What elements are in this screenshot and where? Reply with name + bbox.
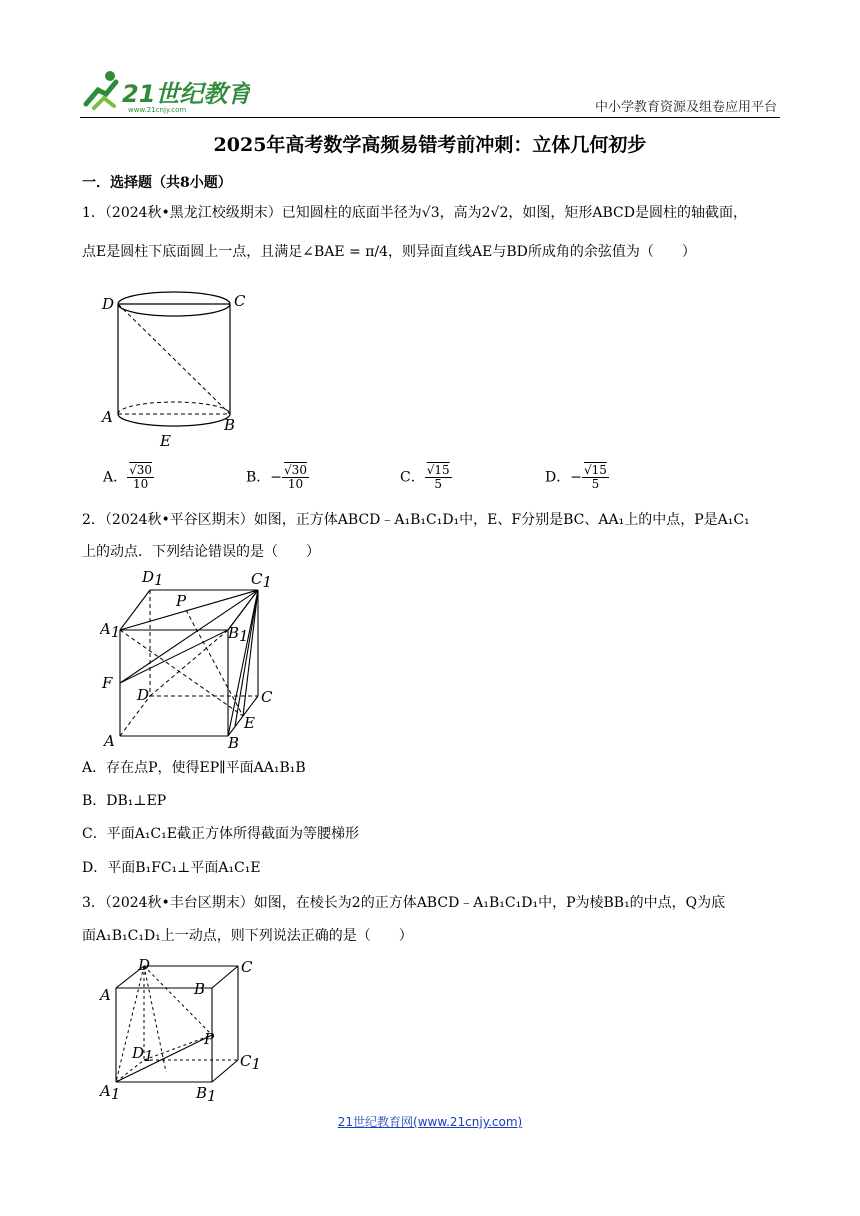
label-D: D bbox=[102, 295, 115, 313]
label-D1: D1 bbox=[132, 1044, 154, 1065]
q2-line1: 2．（2024秋•平谷区期末）如图，正方体ABCD﹣A₁B₁C₁D₁中，E、F分别是BC、AA₁上的中点，P是A₁C₁ bbox=[82, 512, 750, 528]
label-D1: D1 bbox=[142, 568, 164, 589]
q3-line2: 面A₁B₁C₁D₁上一动点，则下列说法正确的是（ ） bbox=[82, 928, 413, 944]
label-B: B bbox=[224, 416, 236, 434]
q1-line2: 点E是圆柱下底面圆上一点，且满足∠BAE = π/4，则异面直线AE与BD所成角的余弦值为（ ） bbox=[82, 244, 696, 260]
q2-option-b[interactable]: B．DB₁⊥EP bbox=[82, 793, 167, 809]
label-B: B bbox=[194, 980, 206, 998]
q1-option-d[interactable] bbox=[545, 464, 609, 491]
option-label: B．− bbox=[246, 469, 283, 486]
frac-num: √30 bbox=[284, 463, 307, 477]
label-E: E bbox=[244, 714, 255, 732]
label-C: C bbox=[234, 292, 246, 310]
label-E: E bbox=[160, 432, 171, 450]
label-B1: B1 bbox=[196, 1084, 217, 1102]
label-A: A bbox=[102, 408, 113, 426]
platform-name: 中小学教育资源及组卷应用平台 bbox=[594, 100, 777, 115]
site-logo bbox=[80, 68, 250, 114]
logo-text: 21世纪教育 bbox=[122, 80, 250, 108]
label-B: B bbox=[228, 734, 240, 752]
option-label: D．− bbox=[545, 469, 582, 486]
frac-den: 10 bbox=[132, 477, 149, 491]
frac-num: √30 bbox=[129, 463, 153, 477]
q1-option-b[interactable] bbox=[246, 464, 309, 491]
label-C1: C1 bbox=[251, 570, 273, 591]
label-P: P bbox=[204, 1030, 215, 1048]
label-C1: C1 bbox=[240, 1052, 262, 1073]
frac-den: 5 bbox=[591, 477, 600, 491]
label-P: P bbox=[176, 592, 187, 610]
label-A1: A1 bbox=[100, 620, 121, 641]
section-heading: 一．选择题（共8小题） bbox=[82, 175, 232, 191]
q2-line2: 上的动点．下列结论错误的是（ ） bbox=[82, 544, 320, 560]
footer-link[interactable]: 21世纪教育网(www.21cnjy.com) bbox=[337, 1115, 523, 1129]
q2-option-c[interactable]: C．平面A₁C₁E截正方体所得截面为等腰梯形 bbox=[82, 826, 359, 842]
label-D: D bbox=[137, 686, 150, 704]
figure-cylinder bbox=[100, 284, 260, 452]
q2-option-d[interactable]: D．平面B₁FC₁⊥平面A₁C₁E bbox=[82, 860, 261, 876]
option-label: A． bbox=[103, 469, 128, 486]
q2-option-a[interactable]: A．存在点P，使得EP∥平面AA₁B₁B bbox=[82, 760, 306, 776]
figure-cube-q3 bbox=[98, 956, 266, 1102]
label-A1: A1 bbox=[100, 1082, 121, 1102]
q3-line1: 3．（2024秋•丰台区期末）如图，在棱长为2的正方体ABCD﹣A₁B₁C₁D₁中，P为棱BB₁的中点，Q为底 bbox=[82, 895, 726, 911]
header-divider bbox=[80, 117, 780, 118]
logo-subtext: www.21cnjy.com bbox=[128, 106, 187, 114]
label-D: D bbox=[138, 956, 151, 974]
label-A: A bbox=[104, 732, 115, 750]
q1-line1: 1．（2024秋•黑龙江校级期末）已知圆柱的底面半径为√3，高为2√2，如图，矩形ABCD是圆柱的轴截面， bbox=[82, 205, 747, 221]
frac-den: 10 bbox=[287, 477, 304, 491]
frac-den: 5 bbox=[434, 477, 442, 491]
label-C: C bbox=[261, 688, 273, 706]
label-A: A bbox=[100, 986, 111, 1004]
page-title: 2025年高考数学高频易错考前冲刺：立体几何初步 bbox=[213, 134, 647, 156]
figure-cube-q2 bbox=[100, 568, 280, 754]
label-F: F bbox=[102, 674, 113, 692]
label-C: C bbox=[241, 958, 253, 976]
label-B1: B1 bbox=[228, 624, 249, 645]
q1-option-c[interactable] bbox=[400, 464, 452, 491]
frac-num: √15 bbox=[583, 463, 607, 477]
q1-option-a[interactable] bbox=[103, 464, 154, 491]
frac-num: √15 bbox=[426, 463, 450, 477]
option-label: C． bbox=[400, 469, 425, 486]
